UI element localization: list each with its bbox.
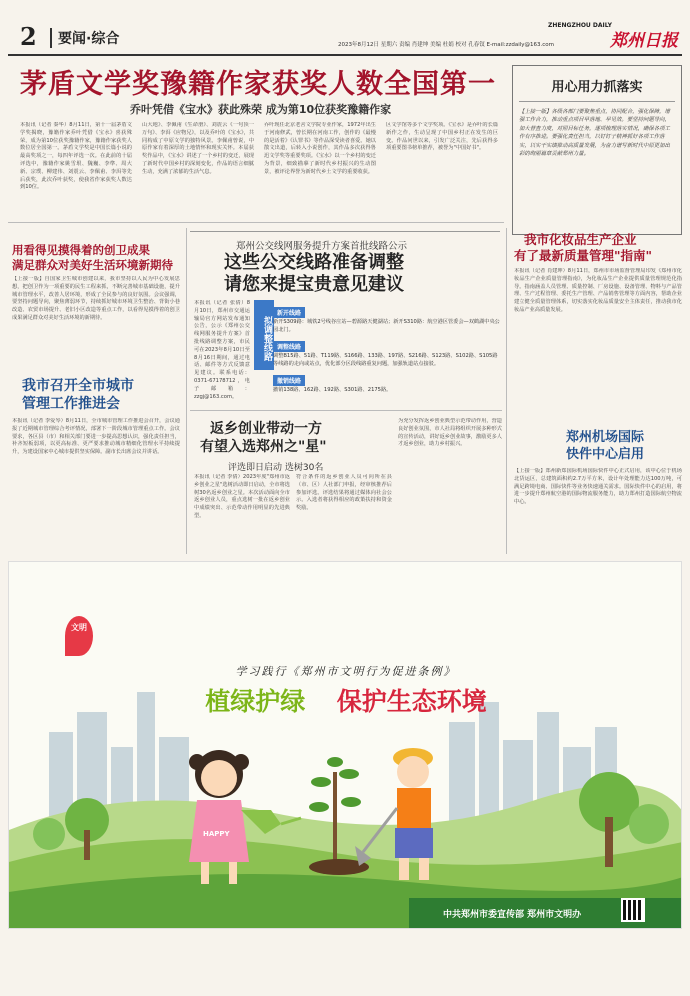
lead-col-1: 本报讯（记者 秦华）8月11日，第十一届茅盾文学奖揭晓，豫籍作家乔叶凭借《宝水》喜获殊荣，成为第10位获奖豫籍作家，豫籍作家获奖人数位居全国第一。茅盾文学奖是中国长篇小说的最高奖项之一，每四年评选一次。在此前的十届评选中，豫籍作家姚雪垠、魏巍、李準、周大新、宗璞、柳建伟、刘震云、李佩甫、李洱等先后获奖，此次乔叶获奖，使我省作家获奖人数达到10位。 [20,122,132,191]
transit-side-tag: 拟调整线路 [254,300,274,370]
airport-body: 【上接一版】郑州新郑国际机场国际快件中心正式启用，该中心位于机场北货运区，总建筑面积约2.7万平方米，设计年处理能力达100万吨，可满足跨境电商、国际快件等业务快速通关需求。国际快件中心的启用，将进一步提升郑州航空港的国际物流服务能力，助力郑州打造国际航空物流中心。 [514,468,682,506]
poster-eyebrow: 学习践行《郑州市文明行为促进条例》 [235,665,457,678]
cosmetics-body: 本报讯（记者 肖建坤）8月11日，郑州市市场监督管理局印发《郑州市化妆品生产企业质量管理指南》，为化妆品生产企业提供质量管理规范化指导。指南涵盖人员管理、质量控制、厂房设施、设备管理、物料与产品管理、生产过程管理、委托生产管理、产品销售管理等方面内容，帮助企业建立健全质量管理体系，切实落实化妆品质量安全主体责任，推动我市化妆品产业高质量发展。 [514,268,682,313]
poster-illustration [9,562,682,929]
poster-title-red: 保护生态环境 [336,687,487,716]
airport-headline-1: 郑州机场国际 [566,430,645,445]
transit-body: 本报讯（记者 张倩）8月10日，郑州市交通运输局官方网站发布通知公告，公示《郑州公交线网服务提升方案》首批线路调整方案，市民可在2023年8月10日至8月16日期间，通过电话、邮件等方式反馈意见建议。联系电话：0371-67178712，电子邮箱：zzgj@163.com。 [194,300,250,400]
newspaper-logo: 郑州日报 [610,31,678,51]
startup-col-3: 为充分发挥返乡创业典型示范带动作用，营造良好创业氛围，市人社局将组织开展多种形式的宣传活动，讲好返乡创业故事，激励更多人才返乡创业，助力乡村振兴。 [398,418,502,448]
kicker-rule [190,231,500,232]
airport-headline-2: 快件中心启用 [566,447,645,462]
masthead [8,22,682,56]
commentary-box [512,65,682,235]
creative-body: 【上接一版】自国家卫生城市创建以来，我市坚持以人民为中心发展思想，把创卫作为一项重要的民生工程来抓，不断完善城市基础设施，提升城市管理水平，改善人居环境，形成了全民参与的良好氛围。会议强调，要坚持问题导向，聚焦薄弱环节，持续抓好城市环境卫生整治、背街小巷改造、农贸市场提升、老旧小区改造等重点工作，以看得见摸得着的创卫成果满足群众对美好生活环境的新期待。 [12,276,180,321]
qr-code-icon [621,898,645,922]
cosmetics-headline-1: 我市化妆品生产企业 [524,232,637,247]
route-section-label: 撤销线路 [273,375,305,386]
creative-headline-2: 满足群众对美好生活环境新期待 [12,258,173,272]
startup-headline-1: 返乡创业带动一方 [210,421,322,437]
masthead-meta: 2023年8月12日 星期六 责编 肖建坤 美编 杜娟 校对 孔春钗 E-mail:zzdaily@163.com [338,42,555,48]
poster-title-green: 植绿护绿 [205,687,306,716]
poster-title [9,682,682,718]
route-section-label: 调整线路 [273,341,305,352]
transit-headline-2: 请您来提宝贵意见建议 [224,274,404,295]
lead-col-3: 乔叶现任北京老舍文学院专业作家，1972年出生于河南修武，曾长期在河南工作，创作的《最慢的是活着》《认罪书》等作品深受读者喜爱。她以散文出道，后转入小说创作，其作品多次获得鲁迅文学奖等重要奖项。《宝水》以一个乡村的变迁为背景，细致描摹了新时代乡村振兴的生动图景，被评论界誉为新时代乡土文学的重要收获。 [264,122,376,175]
poster-credit: 中共郑州市委宣传部 郑州市文明办 [443,910,582,920]
commentary-body: 【上接一版】各级各部门要聚焦重点，协同配合，强化保障，增强工作合力，推动重点项目早落地、早见效。要坚持问题导向，加大督查力度，对照目标任务，逐项梳理落实情况，确保各项工作有序推进。要强化责任担当，以钉钉子精神抓好各项工作落实，以实干实绩推动高质量发展，为奋力谱写新时代中原更加出彩的绚丽篇章贡献郑州力量。 [519,109,670,158]
startup-col-1: 本报讯（记者 李倩）2023年度"郑州市返乡创业之星"选树活动即日启动，全市将选树30名返乡创业之星。本次活动面向全市返乡创业人员，重点选树一批在返乡创业中成绩突出、示范带动作用明显的先进典型。 [194,474,290,519]
page-number: 2 [20,22,37,51]
city-mgmt-body: 本报讯（记者 李爱琴）8月11日，全市城市管理工作推进会召开，会议通报了近期城市管理综合考评情况，部署下一阶段城市管理重点工作。会议要求，各区县（市）和相关部门要进一步提高思想认识，强化责任担当，补齐短板弱项，以更高标准、更严要求推动城市精细化管理水平持续提升，为建设国家中心城市提供坚实保障。副市长出席会议并讲话。 [12,418,180,456]
brand-english: ZHENGZHOU DAILY [548,22,612,29]
cosmetics-headline-2: 有了最新质量管理"指南" [514,248,653,263]
route-section-text: 新开S309路：城铁2号线谷庄站—碧源路天健湖站；新开S310路：航空港区管委会—双鹤湖中央公园北门。 [273,319,500,333]
divider [190,410,502,411]
city-mgmt-headline-2: 管理工作推进会 [22,396,120,412]
girl-dress-text: HAPPY [203,830,230,838]
lead-headline: 茅盾文学奖豫籍作家获奖人数全国第一 [20,69,496,100]
lead-subhead: 乔叶凭借《宝水》获此殊荣 成为第10位获奖豫籍作家 [130,103,392,116]
civility-badge: 文明 [65,616,93,656]
startup-col-2: 符合条件的返乡创业人员可向所在县（市、区）人社部门申报，经审核推荐后参加评选。评选结果将通过媒体向社会公示。入选者将获得相应的政策扶持和资金奖励。 [296,474,392,512]
divider [186,228,187,554]
route-list [273,300,501,404]
transit-kicker: 郑州公交线网服务提升方案首批线路公示 [236,241,408,252]
route-section-text: 调整B15路、51路、T119路、S166路、133路、197路、S216路、S123路、S102路、S105路等线路的走向或站点，优化部分区段线路重复问题，加强轨道站点接驳。 [273,353,498,367]
divider [8,222,504,223]
lead-col-2: 山大地》、李佩甫《生命册》、刘震云《一句顶一万句》、李洱《应物兄》，以及乔叶的《宝水》，共同构成了中原文学的独特风景。李佩甫曾说，中原作家有着深厚的土地情怀和现实关怀。本届获奖作品中，《宝水》讲述了一个乡村的变迁，展现了新时代中国乡村的深刻变化，作品的语言细腻生动，充满了浓郁的生活气息。 [142,122,254,175]
route-section-text: 撤销138路、162路、192路、S301路、2175路。 [273,387,392,394]
commentary-title: 用心用力抓落实 [519,76,675,102]
creative-headline-1: 用看得见摸得着的创卫成果 [12,243,150,257]
transit-headline-1: 这些公交线路准备调整 [224,252,404,273]
lead-col-4: 区文学馆等多个文学奖项。《宝水》是乔叶的长篇新作之作，生动呈现了中国乡村正在发生的巨变。作品问世以来，引发广泛关注，先后获得多项重要图书榜单推荐，被誉为"中国好书"。 [386,122,498,152]
civic-poster [8,561,682,929]
divider [506,228,507,554]
section-label: 要闻·综合 [50,28,119,48]
city-mgmt-headline-1: 我市召开全市城市 [22,378,134,394]
route-section-label: 新开线路 [273,307,305,318]
startup-headline-2: 有望入选郑州之"星" [200,439,327,455]
startup-subhead: 评选即日启动 选树30名 [228,463,324,473]
